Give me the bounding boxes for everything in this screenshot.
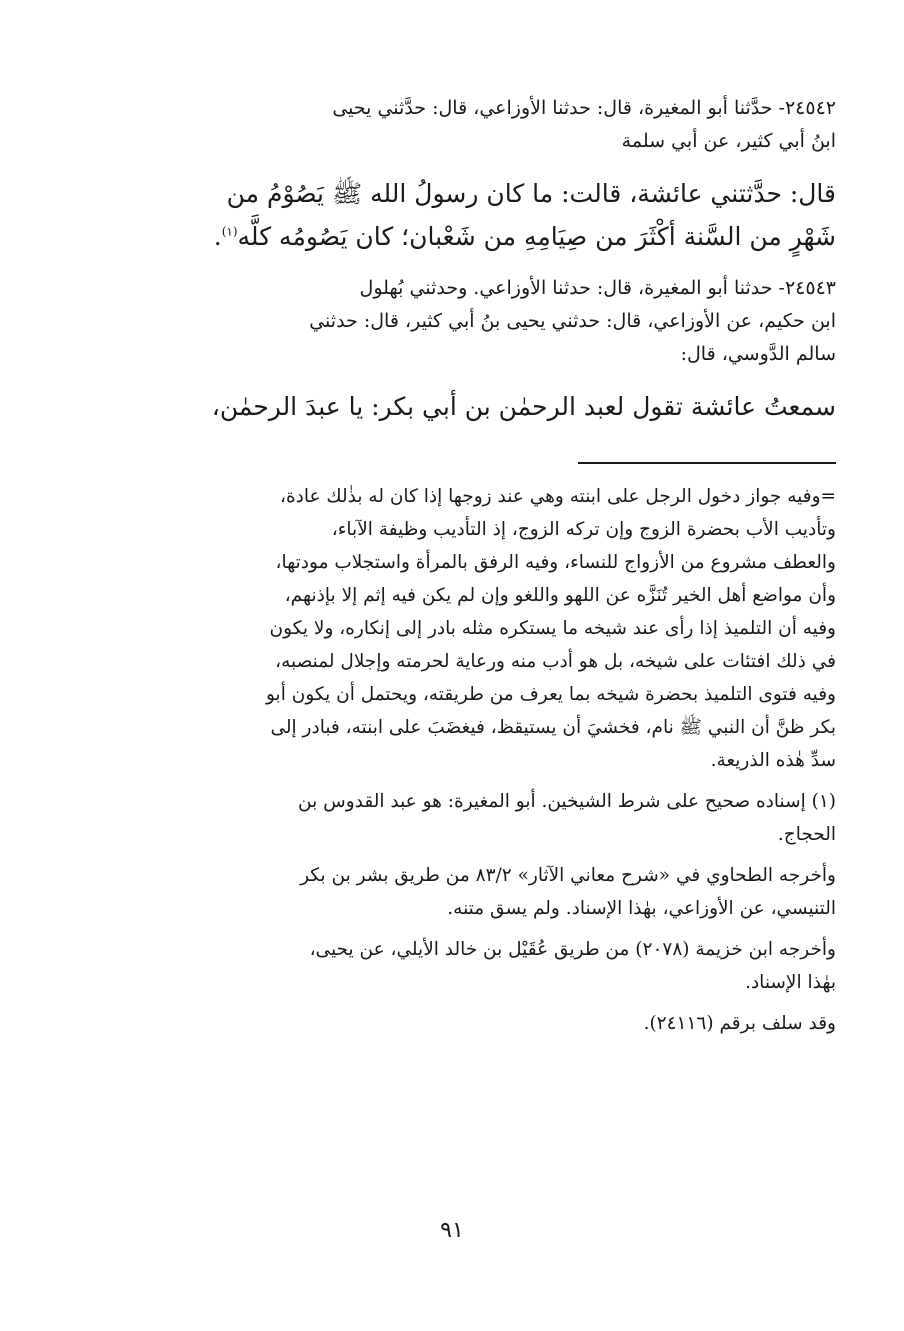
footnote-line: وأخرجه الطحاوي في «شرح معاني الآثار» ٨٣/٢ من طريق بشر بن بكر <box>300 865 836 886</box>
footnote-line: وأخرجه ابن خزيمة (٢٠٧٨) من طريق عُقَيْل بن خالد الأيلي، عن يحيى، <box>309 939 836 960</box>
footnote-line: في ذلك افتئات على شيخه، بل هو أدب منه ورعاية لحرمته وإجلال لمنصبه، <box>275 651 836 672</box>
matn-line: شَهْرٍ من السَّنة أكْثَرَ من صِيَامِهِ من شَعْبان؛ كان يَصُومُه كلَّه$^{(١)}$. <box>213 222 836 251</box>
hadith-24542-matn <box>128 172 836 258</box>
footnote-line: (١) إسناده صحيح على شرط الشيخين. أبو المغيرة: هو عبد القدوس بن <box>298 791 836 812</box>
isnad-line: ابنُ أبي كثير، عن أبي سلمة <box>621 130 836 152</box>
isnad-line: سالم الدَّوسي، قال: <box>680 343 836 365</box>
footnote-line: وفيه أن التلميذ إذا رأى عند شيخه ما يستكره مثله بادر إلى إنكاره، ولا يكون <box>269 618 836 639</box>
footnote-1-cross-reference <box>128 1007 836 1040</box>
footnote-line: =وفيه جواز دخول الرجل على ابنته وهي عند زوجها إذا كان له بذٰلك عادة، <box>279 486 836 507</box>
footnote-divider <box>578 462 836 464</box>
footnote-line: وتأديب الأب بحضرة الزوج وإن تركه الزوج، إذ التأديب وظيفة الآباء، <box>331 519 836 540</box>
footnote-line: والعطف مشروع من الأزواج للنساء، وفيه الرفق بالمرأة واستجلاب مودتها، <box>275 552 836 573</box>
footnote-1-takhrij-ibn-khuzaymah <box>128 933 836 999</box>
page-body <box>128 92 836 1048</box>
footnote-1-takhrij-tahawi <box>128 859 836 925</box>
footnote-ref[interactable]: (١) <box>221 224 238 239</box>
matn-line: قال: حدَّثتني عائشة، قالت: ما كان رسولُ الله ﷺ يَصُوْمُ من <box>226 179 836 208</box>
footnote-line: سدِّ هٰذه الذريعة. <box>710 750 836 771</box>
footnote-line: بكر ظنَّ أن النبي ﷺ نام، فخشيَ أن يستيقظ، فيغضَبَ على ابنته، فبادر إلى <box>270 717 836 738</box>
isnad-line: ابن حكيم، عن الأوزاعي، قال: حدثني يحيى بنُ أبي كثير، قال: حدثني <box>309 310 836 332</box>
footnote-continuation <box>128 480 836 777</box>
footnote-line: وفيه فتوى التلميذ بحضرة شيخه بما يعرف من طريقته، ويحتمل أن يكون أبو <box>266 684 836 705</box>
isnad-line: ٢٤٥٤٣- حدثنا أبو المغيرة، قال: حدثنا الأوزاعي. وحدثني بُهلول <box>359 277 836 299</box>
isnad-line: ٢٤٥٤٢- حدَّثنا أبو المغيرة، قال: حدثنا الأوزاعي، قال: حدَّثني يحيى <box>332 97 836 119</box>
hadith-24543-isnad <box>128 272 836 371</box>
footnote-1 <box>128 785 836 851</box>
hadith-24543-matn <box>128 385 836 428</box>
footnote-line: بهٰذا الإسناد. <box>745 972 836 993</box>
page-number: ٩١ <box>440 1218 464 1243</box>
footnote-line: وأن مواضع أهل الخير تُنَزَّه عن اللهو واللغو وإن لم يكن فيه إثم إلا بإذنهم، <box>284 585 836 606</box>
footnote-line: وقد سلف برقم (٢٤١١٦). <box>643 1013 836 1034</box>
matn-line-text: شَهْرٍ من السَّنة أكْثَرَ من صِيَامِهِ من شَعْبان؛ كان يَصُومُه كلَّه <box>237 222 836 251</box>
footnote-line: التنيسي، عن الأوزاعي، بهٰذا الإسناد. ولم يسق متنه. <box>447 898 836 919</box>
hadith-24542-isnad <box>128 92 836 158</box>
matn-line: سمعتُ عائشة تقول لعبد الرحمٰن بن أبي بكر: يا عبدَ الرحمٰن، <box>211 392 836 421</box>
footnote-line: الحجاج. <box>777 824 836 845</box>
